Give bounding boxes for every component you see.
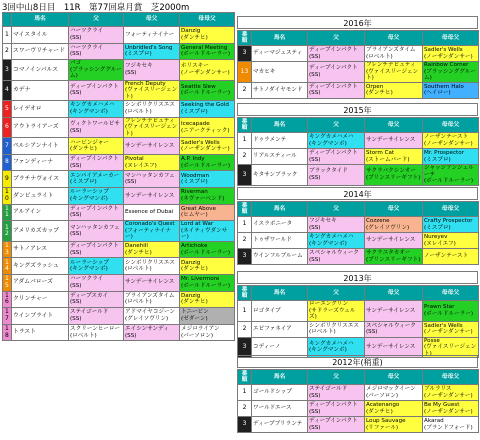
past-runner-dam-sire: サンデーサイレンス (365, 133, 423, 149)
runner-number: 8 (3, 154, 12, 171)
past-runner-name: イスラボニータ (252, 217, 308, 233)
runner-dam-sire: フジキセキ (SS) (124, 60, 180, 81)
runner-name: コマノインパルス (12, 60, 69, 81)
header-sire: 父 (308, 202, 365, 217)
runner-name: マイスタイル (12, 27, 69, 44)
past-year-label: 2014年 (237, 187, 478, 200)
past-runner-dam-dam-sire: Prawn Star (ボールドルーラー) (423, 301, 479, 322)
past-runner-number: 3 (238, 165, 252, 186)
past-runner-dam-sire: フレンチデピュティ (ヴァイスリージェント) (365, 62, 423, 83)
past-runner-number: 2 (238, 233, 252, 249)
past-result-table (237, 285, 479, 358)
past-runner-sire: ディープインパクト (SS) (308, 62, 365, 83)
runner-sire: ディープインパクト (SS) (69, 204, 124, 221)
runner-name: キングズラッシュ (12, 258, 69, 275)
runner-row (3, 241, 235, 258)
runner-sire: スクリーンヒーロー (ロベルト) (69, 324, 124, 341)
past-runner-number: 2 (238, 321, 252, 337)
runner-dam-sire: エイシンサンディ (SS) (124, 324, 180, 341)
past-result-row (238, 385, 479, 401)
past-runner-name: コディーノ (252, 337, 308, 358)
past-runner-number: 2 (238, 149, 252, 165)
header-name: 馬名 (252, 370, 308, 385)
runner-sire: ハーツクライ (SS) (69, 43, 124, 60)
runner-row (3, 274, 235, 291)
header-no: 番順 (238, 370, 252, 385)
runners-table (2, 12, 235, 341)
past-result-row (238, 149, 479, 165)
past-year-label: 2013年 (237, 271, 478, 284)
past-runner-dam-dam-sire: Posse (ヴァイスリージェント) (423, 337, 479, 358)
runner-row (3, 171, 235, 188)
runner-dam-sire: Unbridled's Song (ミスプロ) (124, 43, 180, 60)
runner-dam-sire: シンボリクリスエス (ロベルト) (124, 101, 180, 118)
runner-dam-dam-sire: メジロライアン (パーソロン) (180, 324, 235, 341)
past-runner-sire: キングカメハメハ (キングマンボ) (308, 233, 365, 249)
runner-dam-sire: マンハッタンカフェ (SS) (124, 171, 180, 188)
past-result-table (237, 369, 479, 433)
past-runner-dam-dam-sire: Rainbow Corner (ブラッシンググルーム) (423, 62, 479, 83)
header-dam: 母父 (365, 202, 423, 217)
runner-row (3, 324, 235, 341)
past-runner-dam-sire: サクラバクシンオー (プリンスリーギフト) (365, 165, 423, 186)
runner-dam-sire: アドマイヤコジーン (グレイソヴリン) (124, 308, 180, 325)
runner-dam-sire: サンデーサイレンス (124, 274, 180, 291)
past-runner-sire: フジキセキ (SS) (308, 217, 365, 233)
runner-sire: ルーラーシップ (キングマンボ) (69, 188, 124, 205)
header-dam: 母父 (365, 286, 423, 301)
header-damsire: 母母父 (423, 118, 479, 133)
past-result-row (238, 46, 479, 62)
past-runner-name: リアルスティール (252, 149, 308, 165)
past-runner-name: ディーマジェスティ (252, 46, 308, 62)
past-runner-name: エピファネイア (252, 321, 308, 337)
race-title: 3回中山8日目 11R 第77回皐月賞 芝2000m (2, 3, 190, 13)
past-runner-number: 3 (238, 417, 252, 433)
runner-number: 3 (3, 60, 12, 81)
runner-dam-sire: フォーティナイナー (124, 27, 180, 44)
runner-number: 15 (3, 274, 12, 291)
header-name: 馬名 (12, 13, 69, 27)
past-result-row (238, 217, 479, 233)
past-runner-number: 1 (238, 133, 252, 149)
past-result-table (237, 201, 479, 265)
runner-row (3, 221, 235, 242)
past-result-row (238, 165, 479, 186)
past-result-row (238, 321, 479, 337)
past-runner-dam-sire: サンデーサイレンス (365, 337, 423, 358)
past-runner-dam-sire: メジロマックイーン (パーソロン) (365, 385, 423, 401)
header-sire: 父 (308, 31, 365, 46)
runner-dam-dam-sire: Lord at War (ネイティヴダンサー) (180, 221, 235, 242)
runner-name: クリンチャー (12, 291, 69, 308)
runner-dam-sire: サンデーサイレンス (124, 188, 180, 205)
runner-dam-dam-sire: Danzig (ダンチヒ) (180, 291, 235, 308)
runner-name: カデナ (12, 80, 69, 101)
past-runner-dam-dam-sire: ブルラリス (ノーザンダンサー) (423, 385, 479, 401)
past-runner-dam-dam-sire: Be My Guest (ノーザンダンサー) (423, 401, 479, 417)
runner-row (3, 154, 235, 171)
past-runner-number: 13 (238, 62, 252, 83)
past-runner-dam-dam-sire: ジャッジアンジェルーチ (ボールドルーラー) (423, 165, 479, 186)
past-runner-dam-dam-sire: Sadler's Wells (ノーザンダンサー) (423, 321, 479, 337)
past-runner-name: ディープブリランテ (252, 417, 308, 433)
runner-number: 1 (3, 27, 12, 44)
past-runner-sire: ブラックタイド (SS) (308, 165, 365, 186)
runner-dam-dam-sire: Danzig (ダンチヒ) (180, 27, 235, 44)
runner-number: 2 (3, 43, 12, 60)
header-damsire: 母母父 (423, 31, 479, 46)
past-runner-dam-sire: Cozzene (グレイソヴリン) (365, 217, 423, 233)
runner-dam-dam-sire: Great Above (ヒムヤー) (180, 204, 235, 221)
runner-dam-sire: ブライアンズタイム (ロベルト) (124, 291, 180, 308)
runner-dam-dam-sire: General Meeting (ボールドルーラー) (180, 43, 235, 60)
past-runner-dam-dam-sire: ノーザンテースト (423, 249, 479, 265)
runner-row (3, 188, 235, 205)
runner-sire: ハーツクライ (SS) (69, 274, 124, 291)
runner-number: 11 (3, 204, 12, 221)
runner-dam-sire: French Deputy (ヴァイスリージェント) (124, 80, 180, 101)
runner-dam-dam-sire: Seeking the Gold (ミスプロ) (180, 101, 235, 118)
runner-row (3, 60, 235, 81)
runner-dam-dam-sire: Icecapade (ニアークティック) (180, 117, 235, 138)
runner-sire: ディープインパクト (SS) (69, 154, 124, 171)
runner-name: ダンビュライト (12, 188, 69, 205)
past-runner-sire: ステイゴールド (SS) (308, 385, 365, 401)
past-runner-dam-sire: ブライアンズタイム (ロベルト) (365, 46, 423, 62)
runner-name: レイデオロ (12, 101, 69, 118)
header-no (3, 13, 12, 27)
past-runner-dam-dam-sire: Akarad (ブランドフォード) (423, 417, 479, 433)
runner-sire: バゴ (ブラッシンググルーム) (70, 60, 122, 80)
past-runner-name: トゥザワールド (252, 233, 308, 249)
past-runner-sire: ディープインパクト (SS) (308, 417, 365, 433)
past-runner-sire: キングカメハメハ (キングマンボ) (308, 337, 365, 358)
past-runner-dam-dam-sire: Mr. Prospector (ミスプロ) (423, 149, 479, 165)
runner-sire: ディープインパクト (SS) (69, 80, 124, 101)
past-runner-sire: ディープインパクト (SS) (308, 46, 365, 62)
past-year-label: 2016年 (237, 16, 478, 29)
runners-header-row (3, 13, 235, 27)
past-runner-dam-sire: Storm Cat (ストームバード) (365, 149, 423, 165)
runner-name: アルアイン (12, 204, 69, 221)
past-header-row (238, 118, 479, 133)
past-result-row (238, 401, 479, 417)
runner-dam-sire: シンボリクリスエス (ロベルト) (124, 258, 180, 275)
past-runner-number: 2 (238, 401, 252, 417)
past-runner-dam-dam-sire: Southern Halo (ヘイロー) (423, 82, 479, 98)
past-runner-sire: スペシャルウィーク (SS) (308, 249, 365, 265)
runner-dam-dam-sire: Woodman (ミスプロ) (180, 171, 235, 188)
past-runner-name: ドゥラメンテ (252, 133, 308, 149)
runner-dam-dam-sire: Riverman (ネヴァーベンド) (180, 188, 235, 205)
runner-name: ファンディーナ (12, 154, 69, 171)
past-runner-dam-dam-sire: Sadler's Wells (ノーザンダンサー) (423, 46, 479, 62)
runner-name: ペルシアンナイト (12, 138, 69, 155)
runner-number: 5 (3, 101, 12, 118)
past-result-table (237, 30, 479, 99)
past-year-label: 2012年(稍重) (237, 355, 478, 368)
runner-dam-sire: Coronado's Quest (フォーティナイナー) (124, 221, 180, 242)
header-name: 馬名 (252, 202, 308, 217)
runner-number: 16 (3, 291, 12, 308)
header-dam: 母父 (124, 13, 180, 27)
past-runner-sire: ディープインパクト (SS) (308, 401, 365, 417)
past-result-row (238, 133, 479, 149)
header-dam: 母父 (365, 31, 423, 46)
runner-number: 13 (3, 241, 12, 258)
past-result-row (238, 62, 479, 83)
past-runner-number: 3 (238, 46, 252, 62)
past-runner-sire: ローエングリン (サドラーズウェルズ) (308, 301, 365, 322)
past-runner-name: サトノダイヤモンド (252, 82, 308, 98)
runner-name: アダムバローズ (12, 274, 69, 291)
past-runner-name: ゴールドシップ (252, 385, 308, 401)
header-name: 馬名 (252, 118, 308, 133)
past-runner-sire: ディープインパクト (SS) (308, 149, 365, 165)
runner-number: 7 (3, 138, 12, 155)
past-runner-number: 1 (238, 301, 252, 322)
runner-row (3, 291, 235, 308)
past-runner-dam-dam-sire: ノーザンテースト (ノーザンダンサー) (423, 133, 479, 149)
runner-name: プラチナヴォイス (12, 171, 69, 188)
header-sire: 父 (69, 13, 124, 27)
past-runner-dam-sire: Loup Sauvage (リファール) (365, 417, 423, 433)
runner-sire: ハーツクライ (SS) (69, 27, 124, 44)
past-result-row (238, 417, 479, 433)
past-header-row (238, 202, 479, 217)
past-runner-dam-sire: スペシャルウィーク (SS) (365, 321, 423, 337)
past-runner-dam-dam-sire: Crafty Prospector (ミスプロ) (423, 217, 479, 233)
runner-row (3, 101, 235, 118)
runner-number: 14 (3, 258, 12, 275)
runner-sire: ルーラーシップ (キングマンボ) (69, 258, 124, 275)
past-result-row (238, 301, 479, 322)
runner-sire: ステイゴールド (SS) (69, 308, 124, 325)
header-no: 番順 (238, 31, 252, 46)
past-runner-dam-sire: サンデーサイレンス (365, 301, 423, 322)
runner-number: 6 (3, 117, 12, 138)
past-header-row (238, 370, 479, 385)
past-runner-name: キタサンブラック (252, 165, 308, 186)
header-damsire: 母母父 (423, 286, 479, 301)
header-sire: 父 (308, 370, 365, 385)
runner-row (3, 43, 235, 60)
past-runner-number: 3 (238, 249, 252, 265)
runner-row (3, 308, 235, 325)
past-result-row (238, 233, 479, 249)
past-runner-name: ウインフルブルーム (252, 249, 308, 265)
runner-name: アウトライアーズ (12, 117, 69, 138)
past-runner-number: 3 (238, 337, 252, 358)
runner-sire: ディープスカイ (SS) (69, 291, 124, 308)
runner-dam-dam-sire: Danzig (ダンチヒ) (180, 258, 235, 275)
runner-dam-sire: サンデーサイレンス (124, 138, 180, 155)
runner-number: 10 (3, 188, 12, 205)
header-name: 馬名 (252, 286, 308, 301)
runner-dam-sire: Pivotal (ヌレイエフ) (124, 154, 180, 171)
runner-dam-dam-sire: Artichoke (ボールドルーラー) (180, 241, 235, 258)
past-result-row (238, 82, 479, 98)
past-runner-sire: ディープインパクト (SS) (308, 82, 365, 98)
past-runner-number: 1 (238, 385, 252, 401)
runner-dam-dam-sire: Sadler's Wells (ノーザンダンサー) (180, 138, 235, 155)
header-no: 番順 (238, 202, 252, 217)
runner-number: 12 (3, 221, 12, 242)
runner-sire: マンハッタンカフェ (SS) (69, 221, 124, 242)
header-no: 番順 (238, 286, 252, 301)
runner-dam-dam-sire: Mr. Livermore (ボールドルーラー) (180, 274, 235, 291)
runner-dam-dam-sire: A.P. Indy (ボールドルーラー) (180, 154, 235, 171)
runner-number: 17 (3, 308, 12, 325)
past-runner-dam-sire: サクラユタカオー (プリンスリーギフト) (365, 249, 423, 265)
header-name: 馬名 (252, 31, 308, 46)
past-runner-sire: シンボリクリスエス (ロベルト) (308, 321, 365, 337)
header-sire: 父 (308, 286, 365, 301)
runner-row (3, 117, 235, 138)
past-header-row (238, 286, 479, 301)
runner-dam-sire: フレンチデピュティ (ヴァイスリージェント) (124, 117, 180, 138)
past-runner-dam-sire: Orpen (ダンチヒ) (365, 82, 423, 98)
runner-row (3, 138, 235, 155)
runner-name: トラスト (12, 324, 69, 341)
runner-dam-dam-sire: ホリスキー (ノーザンダンサー) (180, 60, 235, 81)
runner-row (3, 204, 235, 221)
past-runner-number: 2 (238, 82, 252, 98)
header-damsire: 母母父 (423, 370, 479, 385)
runner-dam-sire: Danehill (ダンチヒ) (124, 241, 180, 258)
past-runner-number: 1 (238, 217, 252, 233)
past-runner-dam-dam-sire: Nureyev (ヌレイエフ) (423, 233, 479, 249)
runner-dam-dam-sire: Seattle Slew (ボールドルーラー) (180, 80, 235, 101)
runner-sire: エンパイアメーカー (ミスプロ) (69, 171, 124, 188)
past-year-label: 2015年 (237, 103, 478, 116)
header-dam: 母父 (365, 118, 423, 133)
runner-number: 18 (3, 324, 12, 341)
runner-name: アメリカズカップ (12, 221, 69, 242)
runner-name: スワーヴリチャード (12, 43, 69, 60)
header-sire: 父 (308, 118, 365, 133)
runner-number: 4 (3, 80, 12, 101)
runner-dam-dam-sire: トニービン (ゼダーン) (180, 308, 235, 325)
runner-row (3, 27, 235, 44)
past-runner-name: ワールドエース (252, 401, 308, 417)
runner-sire: キングカメハメハ (キングマンボ) (69, 101, 124, 118)
header-damsire: 母母父 (180, 13, 235, 27)
runner-name: ウインブライト (12, 308, 69, 325)
past-runner-dam-sire: サンデーサイレンス (365, 233, 423, 249)
past-runner-name: マカヒキ (252, 62, 308, 83)
past-result-table (237, 117, 479, 186)
past-result-row (238, 249, 479, 265)
runner-sire: ハービンジャー (ダンチヒ) (69, 138, 124, 155)
runner-name: サトノアレス (12, 241, 69, 258)
header-dam: 母父 (365, 370, 423, 385)
runner-row (3, 258, 235, 275)
header-damsire: 母母父 (423, 202, 479, 217)
header-no: 番順 (238, 118, 252, 133)
runner-dam-sire: Essence of Dubai (124, 204, 180, 221)
runner-sire: ヴィクトワールピサ (SS) (69, 117, 124, 138)
past-runner-sire: キングカメハメハ (キングマンボ) (308, 133, 365, 149)
runner-sire: ディープインパクト (SS) (69, 241, 124, 258)
past-runner-name: ロゴタイプ (252, 301, 308, 322)
runner-number: 9 (3, 171, 12, 188)
past-runner-dam-sire: Acatenango (ダンチヒ) (365, 401, 423, 417)
runner-row (3, 80, 235, 101)
past-header-row (238, 31, 479, 46)
